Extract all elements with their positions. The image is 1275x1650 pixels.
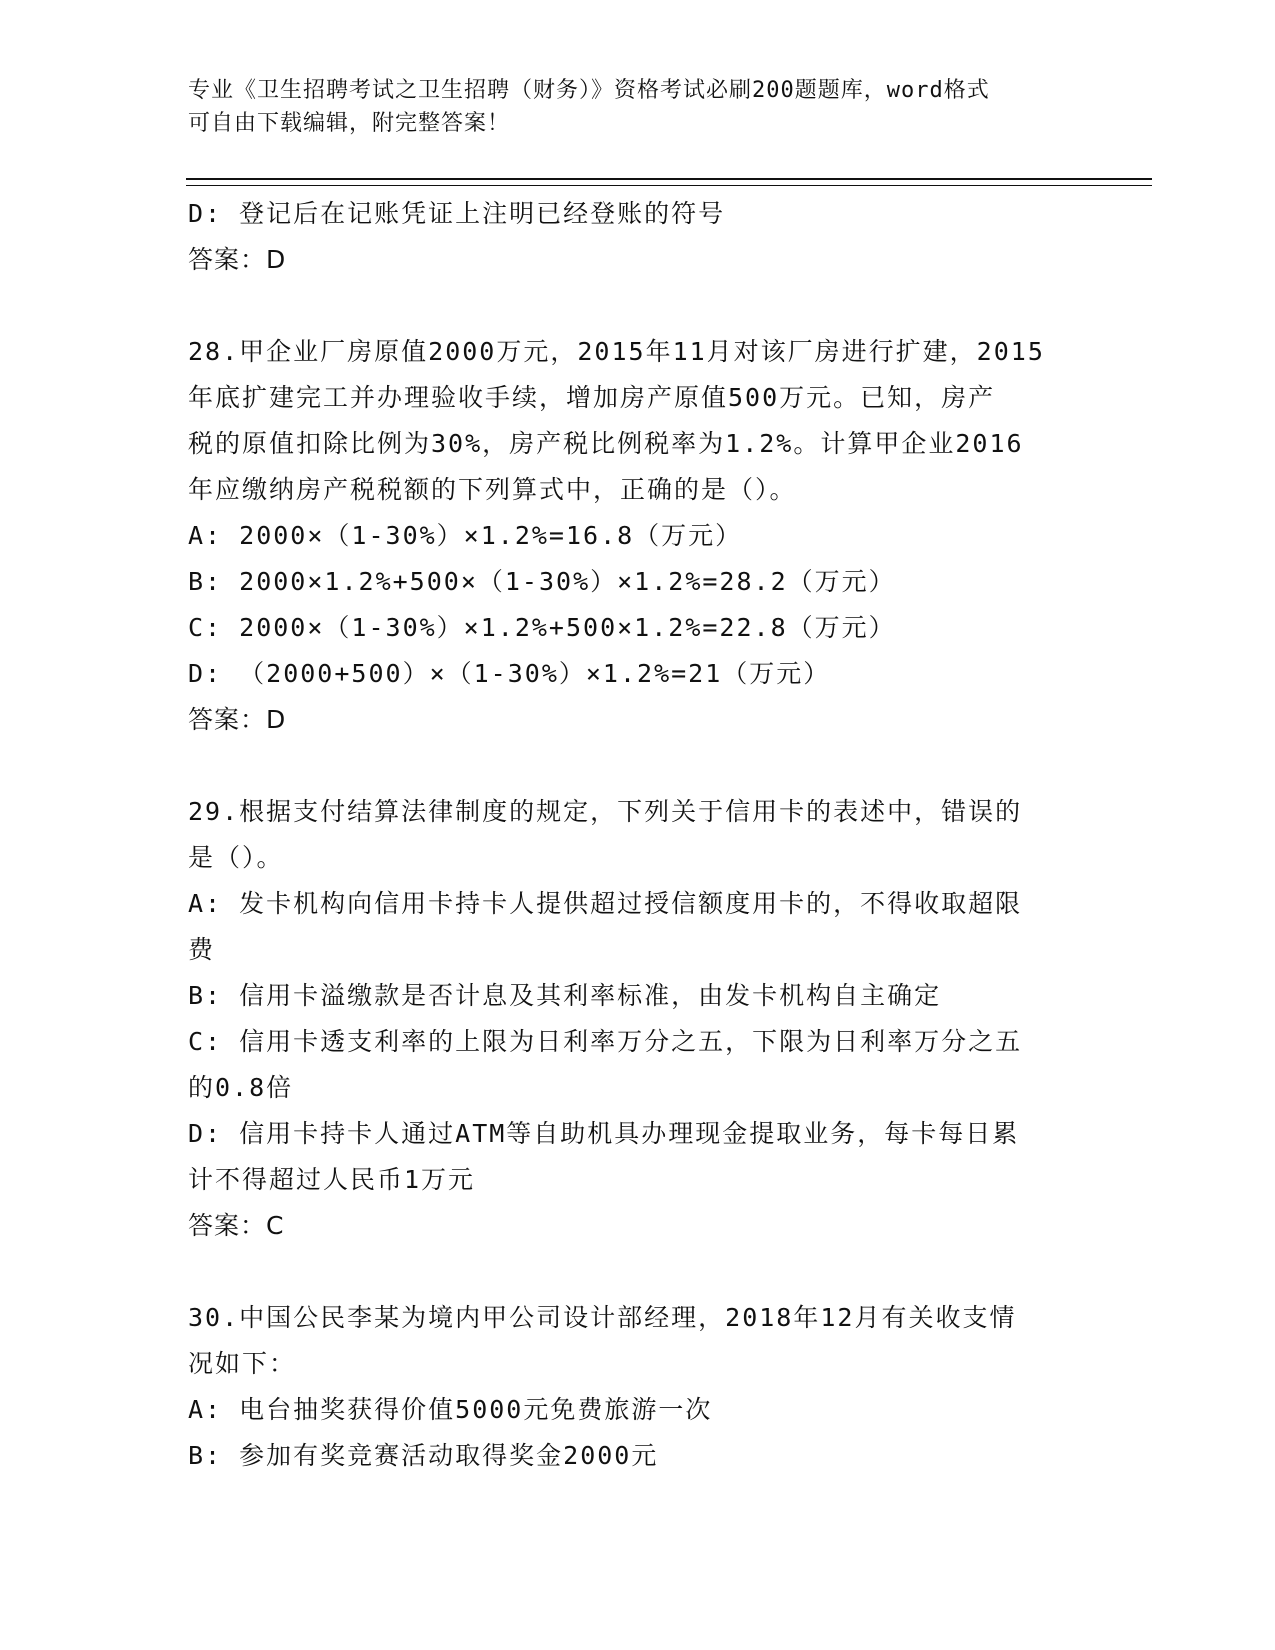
option-a-continued: 费 [188,935,216,964]
answer-line: 答案：D [188,705,287,734]
option-d: D: （2000+500）×（1-30%）×1.2%=21（万元） [188,659,831,688]
question-29 [188,789,1088,1249]
question-stem-line: 年底扩建完工并办理验收手续，增加房产原值500万元。已知，房产 [188,383,996,412]
option-d: D: 信用卡持卡人通过ATM等自助机具办理现金提取业务，每卡每日累 [188,1119,1020,1148]
question-stem-line: 况如下： [188,1349,297,1378]
question-30 [188,1295,1088,1479]
option-a: A: 电台抽奖获得价值5000元免费旅游一次 [188,1395,713,1424]
option-b: B: 2000×1.2%+500×（1-30%）×1.2%=28.2（万元） [188,567,896,596]
option-d: D: 登记后在记账凭证上注明已经登账的符号 [188,199,726,228]
option-c: C: 信用卡透支利率的上限为日利率万分之五，下限为日利率万分之五 [188,1027,1023,1056]
option-a: A: 发卡机构向信用卡持卡人提供超过授信额度用卡的，不得收取超限 [188,889,1023,918]
question-stem-line: 是（）。 [188,843,284,872]
question-28 [188,329,1088,743]
answer-line: 答案：D [188,245,287,274]
spacer [188,283,1088,329]
spacer [188,743,1088,789]
question-stem-line: 年应缴纳房产税税额的下列算式中，正确的是（）。 [188,475,797,504]
header-rule-thick [186,178,1152,180]
answer-line: 答案：C [188,1211,285,1240]
question-stem-line: 30.中国公民李某为境内甲公司设计部经理，2018年12月有关收支情 [188,1303,1017,1332]
option-c: C: 2000×（1-30%）×1.2%+500×1.2%=22.8（万元） [188,613,896,642]
document-body [188,191,1088,1479]
spacer [188,1249,1088,1295]
header-line-1: 专业《卫生招聘考试之卫生招聘（财务）》资格考试必刷200题题库，word格式 [188,78,990,103]
option-b: B: 参加有奖竞赛活动取得奖金2000元 [188,1441,659,1470]
question-stem-line: 29.根据支付结算法律制度的规定，下列关于信用卡的表述中，错误的 [188,797,1023,826]
document-header [188,74,1088,140]
question-stem-line: 28.甲企业厂房原值2000万元，2015年11月对该厂房进行扩建，2015 [188,337,1045,366]
question-stem-line: 税的原值扣除比例为30%，房产税比例税率为1.2%。计算甲企业2016 [188,429,1024,458]
option-a: A: 2000×（1-30%）×1.2%=16.8（万元） [188,521,743,550]
header-line-2: 可自由下载编辑，附完整答案！ [188,111,511,136]
option-c-continued: 的0.8倍 [188,1073,294,1102]
option-b: B: 信用卡溢缴款是否计息及其利率标准，由发卡机构自主确定 [188,981,942,1010]
option-d-continued: 计不得超过人民币1万元 [188,1165,476,1194]
header-rule-thin [186,185,1152,186]
